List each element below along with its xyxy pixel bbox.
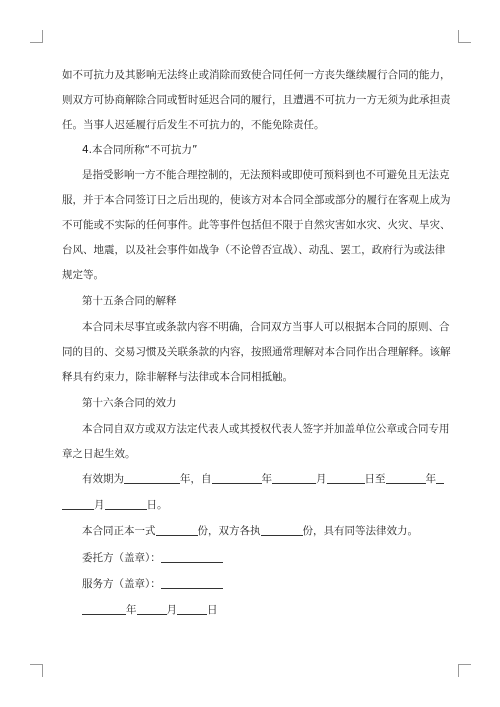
sign-year-blank[interactable]: [82, 603, 126, 615]
paragraph-line: 规定等。: [62, 269, 104, 281]
signing-date-line: [82, 603, 218, 617]
paragraph-line: 同的目的、交易习惯及关联条款的内容，按照通常理解对本合同作出合理解释。该解: [62, 346, 451, 358]
copies-line: [82, 524, 418, 538]
provider-seal-line: [82, 577, 223, 591]
start-day-blank[interactable]: [327, 472, 365, 484]
section-heading: 第十六条合同的效力: [82, 397, 177, 409]
paragraph-line: 如不可抗力及其影响无法终止或消除而致使合同任何一方丧失继续履行合同的能力，: [62, 69, 451, 81]
year-label: 年: [126, 604, 137, 616]
paragraph-line: 释具有约束力，除非解释与法律或本合同相抵触。: [62, 371, 293, 383]
sign-day-blank[interactable]: [177, 603, 207, 615]
copies-mid: 份，双方各执: [197, 525, 261, 537]
year-label: 年: [425, 473, 436, 485]
paragraph-line: 则双方可协商解除合同或暂时延迟合同的履行，且遭遇不可抗力一方无须为此承担责: [62, 94, 451, 106]
paragraph-line: 服，并于本合同签订日之后出现的，使该方对本合同全部或部分的履行在客观上成为: [62, 194, 451, 206]
page-corner-mark-bottom-left: [30, 664, 43, 677]
provider-seal-blank[interactable]: [161, 577, 223, 589]
paragraph-line: 本合同未尽事宜或条款内容不明确，合同双方当事人可以根据本合同的原则、合: [82, 321, 450, 333]
validity-line-continued: [62, 498, 168, 512]
section-heading: 第十五条合同的解释: [82, 295, 177, 307]
end-month-blank[interactable]: [62, 498, 94, 510]
day-to-label: 日至: [364, 473, 386, 485]
each-copies-blank[interactable]: [261, 524, 303, 536]
client-seal-blank[interactable]: [161, 551, 223, 563]
paragraph-line: 任。当事人迟延履行后发生不可抗力的，不能免除责任。: [62, 119, 325, 131]
paragraph-line: 台风、地震，以及社会事件如战争（不论曾否宣战）、动乱、罢工，政府行为或法律: [62, 244, 446, 256]
sign-month-blank[interactable]: [137, 603, 167, 615]
year-label: 年: [180, 473, 191, 485]
clause-heading: 4.本合同所称“不可抗力”: [82, 144, 198, 156]
validity-years-blank[interactable]: [124, 472, 180, 484]
page-corner-mark-bottom-right: [458, 664, 471, 677]
client-seal-line: [82, 551, 223, 565]
month-label: 月: [94, 499, 105, 511]
month-label: 月: [316, 473, 327, 485]
total-copies-blank[interactable]: [156, 524, 198, 536]
page-corner-mark-top-left: [30, 30, 43, 43]
paragraph-line: 是指受影响一方不能合理控制的，无法预料或即使可预料到也不可避免且无法克: [82, 169, 450, 181]
paragraph-line: 本合同自双方或双方法定代表人或其授权代表人签字并加盖单位公章或合同专用: [82, 423, 450, 435]
day-label: 日: [207, 604, 218, 616]
paragraph-line: 章之日起生效。: [62, 448, 136, 460]
validity-from: ，自: [190, 473, 212, 485]
page-corner-mark-top-right: [458, 30, 471, 43]
validity-line: [82, 472, 444, 486]
client-seal-label: 委托方（盖章）：: [82, 552, 161, 564]
copies-prefix: 本合同正本一式: [82, 525, 156, 537]
provider-seal-label: 服务方（盖章）：: [82, 578, 161, 590]
month-label: 月: [166, 604, 177, 616]
end-year-blank-tail: [436, 472, 444, 484]
paragraph-line: 不可能或不实际的任何事件。此等事件包括但不限于自然灾害如水灾、火灾、旱灾、: [62, 219, 451, 231]
year-label: 年: [261, 473, 272, 485]
start-month-blank[interactable]: [272, 472, 316, 484]
end-day-blank[interactable]: [105, 498, 147, 510]
validity-prefix: 有效期为: [82, 473, 124, 485]
start-year-blank[interactable]: [212, 472, 262, 484]
day-end-label: 日。: [146, 499, 168, 511]
copies-suffix: 份，具有同等法律效力。: [302, 525, 418, 537]
end-year-blank[interactable]: [386, 472, 426, 484]
